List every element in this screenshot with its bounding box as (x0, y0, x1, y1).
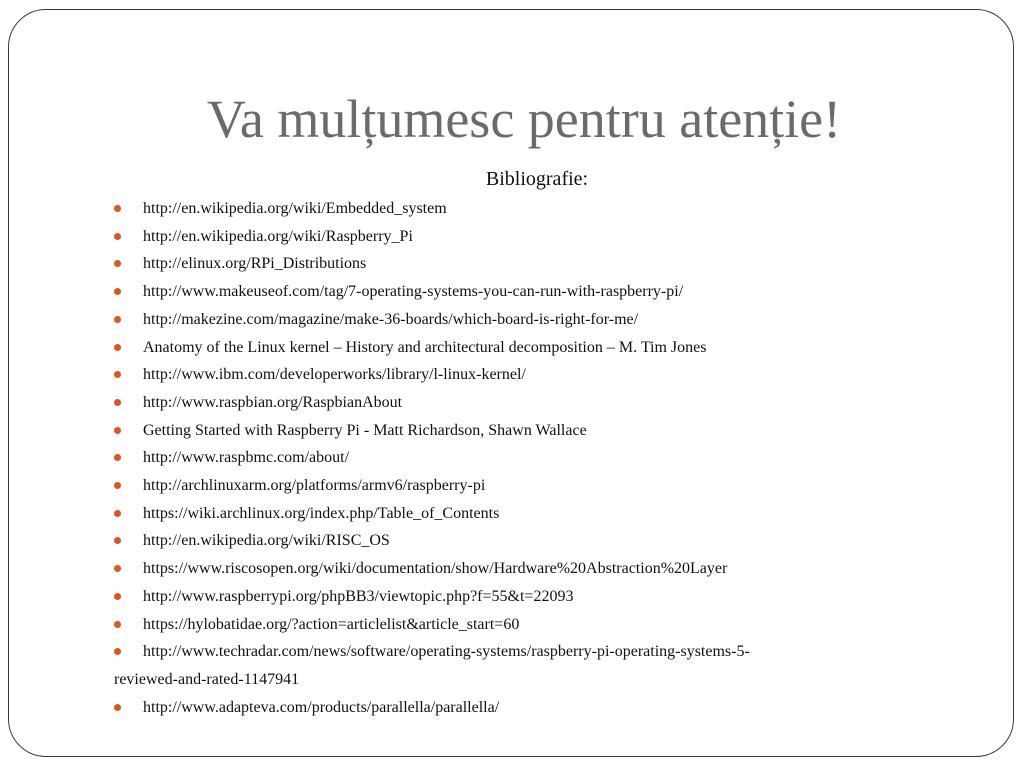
bullet-icon (114, 454, 121, 461)
reference-item (114, 694, 894, 722)
bullet-icon (114, 704, 121, 711)
bullet-icon (114, 565, 121, 572)
reference-item (114, 389, 894, 417)
reference-item (114, 472, 894, 500)
reference-item (114, 527, 894, 555)
bullet-icon (114, 233, 121, 240)
reference-item (114, 195, 894, 223)
bullet-icon (114, 205, 121, 212)
reference-text: https://hylobatidae.org/?action=articlelist&article_start=60 (143, 615, 520, 633)
reference-text: http://www.raspbian.org/RaspbianAbout (143, 393, 403, 411)
reference-text-continuation: reviewed-and-rated-1147941 (114, 670, 300, 688)
reference-item (114, 334, 894, 362)
bullet-icon (114, 593, 121, 600)
bullet-icon (114, 537, 121, 544)
reference-text: http://www.techradar.com/news/software/operating-systems/raspberry-pi-operating-systems-5- (143, 643, 750, 661)
reference-text: https://www.riscosopen.org/wiki/documentation/show/Hardware%20Abstraction%20Layer (143, 560, 728, 578)
bullet-icon (114, 482, 121, 489)
bullet-icon (114, 510, 121, 517)
reference-item (114, 223, 894, 251)
bibliography-heading: Bibliografie: (485, 168, 589, 190)
reference-item (114, 444, 894, 472)
reference-item (114, 417, 894, 445)
bullet-icon (114, 260, 121, 267)
bullet-icon (114, 316, 121, 323)
bullet-icon (114, 371, 121, 378)
reference-text: http://archlinuxarm.org/platforms/armv6/raspberry-pi (143, 477, 486, 495)
bullet-icon (114, 621, 121, 628)
reference-text: http://elinux.org/RPi_Distributions (143, 255, 367, 273)
bibliography-list (114, 195, 894, 721)
reference-text: http://www.ibm.com/developerworks/library/l-linux-kernel/ (143, 366, 526, 384)
reference-text: http://www.raspberrypi.org/phpBB3/viewtopic.php?f=55&t=22093 (143, 587, 574, 605)
reference-item (114, 638, 894, 693)
slide-title: Va mulțumesc pentru atenție! (206, 89, 842, 149)
reference-item (114, 278, 894, 306)
bullet-icon (114, 427, 121, 434)
reference-item (114, 555, 894, 583)
reference-text: http://www.raspbmc.com/about/ (143, 449, 350, 467)
reference-text: Anatomy of the Linux kernel – History and architectural decomposition – M. Tim Jones (143, 338, 707, 356)
reference-text: http://www.makeuseof.com/tag/7-operating-systems-you-can-run-with-raspberry-pi/ (143, 283, 684, 301)
reference-item (114, 611, 894, 639)
reference-item (114, 361, 894, 389)
bullet-icon (114, 288, 121, 295)
reference-item (114, 306, 894, 334)
reference-text: http://makezine.com/magazine/make-36-boards/which-board-is-right-for-me/ (143, 310, 639, 328)
reference-text: http://en.wikipedia.org/wiki/Embedded_system (143, 200, 447, 217)
reference-item (114, 250, 894, 278)
reference-text: Getting Started with Raspberry Pi - Matt Richardson, Shawn Wallace (143, 421, 587, 439)
reference-item (114, 500, 894, 528)
reference-text: https://wiki.archlinux.org/index.php/Table_of_Contents (143, 504, 500, 522)
bullet-icon (114, 344, 121, 351)
reference-text: http://en.wikipedia.org/wiki/Raspberry_Pi (143, 227, 413, 245)
reference-text: http://www.adapteva.com/products/parallella/parallella/ (143, 698, 500, 716)
reference-item (114, 583, 894, 611)
reference-text: http://en.wikipedia.org/wiki/RISC_OS (143, 532, 390, 550)
bullet-icon (114, 399, 121, 406)
